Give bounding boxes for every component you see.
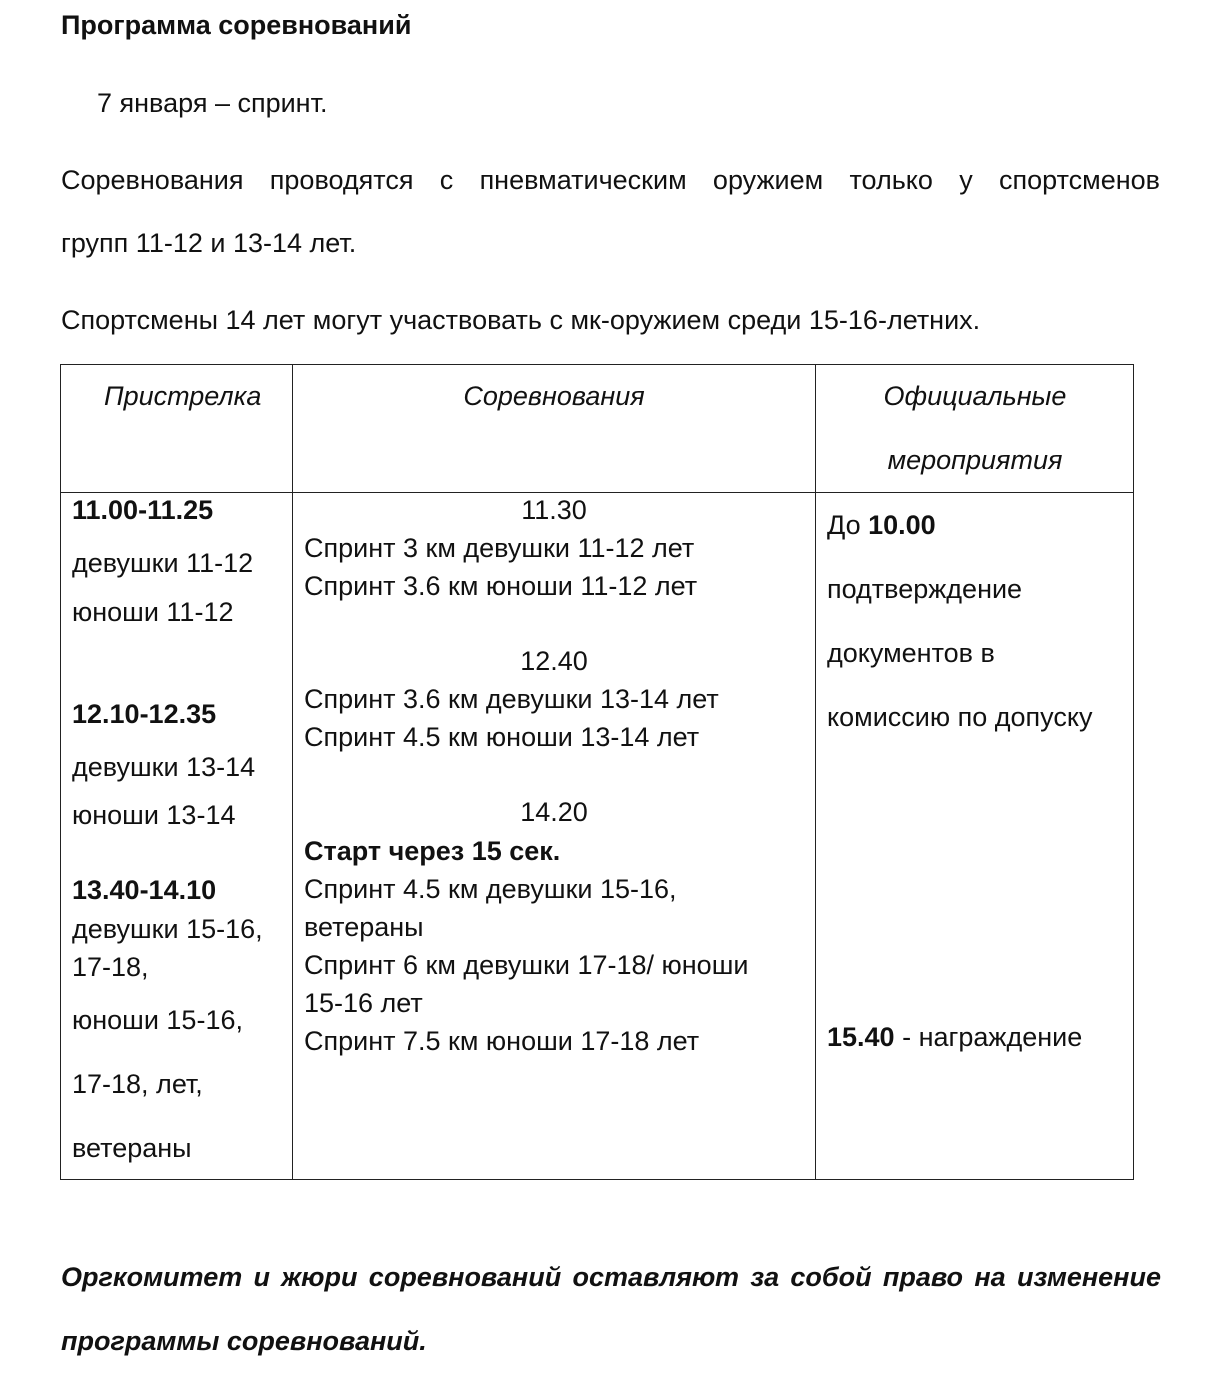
paragraph-1-line-2: групп 11-12 и 13-14 лет. (61, 228, 357, 258)
competition-time-3: 14.20 (520, 797, 588, 827)
competition-line-3a: Спринт 4.5 км девушки 15-16, (304, 874, 677, 904)
competition-time-2: 12.40 (520, 646, 588, 676)
warmup-group-2a: девушки 13-14 (72, 752, 256, 782)
document-title: Программа соревнований (61, 10, 412, 40)
competition-line-2b: Спринт 4.5 км юноши 13-14 лет (304, 722, 700, 752)
warmup-time-2: 12.10-12.35 (72, 699, 217, 729)
warmup-time-3: 13.40-14.10 (72, 875, 217, 905)
competition-line-2a: Спринт 3.6 км девушки 13-14 лет (304, 684, 719, 714)
warmup-group-3c: юноши 15-16, (72, 1005, 243, 1035)
official-line-3: комиссию по допуску (827, 702, 1093, 732)
competition-line-3e: Спринт 7.5 км юноши 17-18 лет (304, 1026, 700, 1056)
header-official-line-1: Официальные (883, 381, 1067, 411)
competition-start-note: Старт через 15 сек. (304, 836, 561, 866)
competition-time-1: 11.30 (521, 495, 587, 525)
table-divider-1 (292, 364, 293, 1180)
competition-line-1a: Спринт 3 км девушки 11-12 лет (304, 533, 695, 563)
warmup-group-3e: ветераны (72, 1133, 192, 1163)
table-divider-2 (815, 364, 816, 1180)
official-line-1: подтверждение (827, 574, 1023, 604)
official-deadline-time: 10.00 (868, 510, 936, 540)
header-competitions: Соревнования (463, 381, 645, 411)
warmup-time-1: 11.00-11.25 (72, 495, 214, 525)
official-deadline (827, 510, 936, 541)
competition-line-3b: ветераны (304, 912, 424, 942)
warmup-group-3a: девушки 15-16, (72, 914, 263, 944)
official-award-time: 15.40 (827, 1022, 895, 1052)
competition-line-1b: Спринт 3.6 км юноши 11-12 лет (304, 571, 698, 601)
warmup-group-2b: юноши 13-14 (72, 800, 236, 830)
official-award (827, 1022, 1082, 1053)
paragraph-2: Спортсмены 14 лет могут участвовать с мк-оружием среди 15-16-летних. (61, 305, 981, 335)
warmup-group-3d: 17-18, лет, (72, 1069, 203, 1099)
official-award-label: - награждение (894, 1022, 1083, 1052)
warmup-group-3b: 17-18, (72, 952, 149, 982)
warmup-group-1b: юноши 11-12 (72, 597, 234, 627)
official-deadline-prefix: До (827, 510, 869, 540)
header-warmup: Пристрелка (104, 381, 262, 411)
paragraph-1-line-1: Соревнования проводятся с пневматическим оружием только у спортсменов (61, 165, 1160, 195)
warmup-group-1a: девушки 11-12 (72, 548, 254, 578)
competition-line-3c: Спринт 6 км девушки 17-18/ юноши (304, 950, 749, 980)
table-header-divider (60, 492, 1134, 493)
date-line: 7 января – спринт. (97, 88, 328, 118)
competition-line-3d: 15-16 лет (304, 988, 423, 1018)
official-line-2: документов в (827, 638, 995, 668)
footer-note-line-2: программы соревнований. (61, 1326, 427, 1356)
header-official-line-2: мероприятия (887, 445, 1063, 475)
footer-note-line-1: Оргкомитет и жюри соревнований оставляют за собой право на изменение (61, 1262, 1161, 1292)
